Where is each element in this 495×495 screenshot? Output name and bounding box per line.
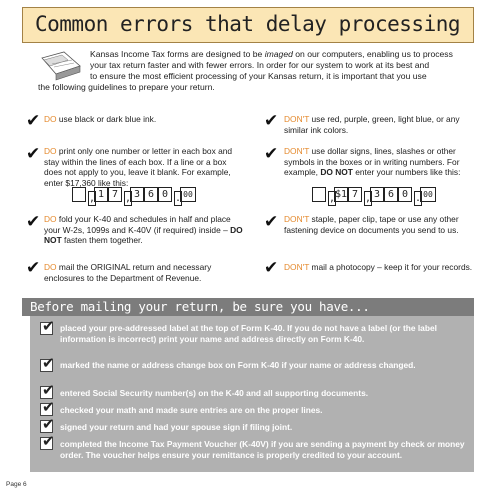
checkmark-icon: ✔	[264, 258, 279, 278]
checkmark-icon: ✔	[264, 111, 279, 131]
checklist-item: placed your pre-addressed label at the top of Form K-40. If you do not have a label (or the label information is incorrect) print your name and address directly on Form K-40.	[60, 323, 437, 344]
do-item-ink: DO use black or dark blue ink.	[44, 114, 157, 124]
checklist-item: checked your math and made sure entries are on the proper lines.	[60, 405, 323, 415]
checkbox-icon: ✔	[42, 398, 55, 416]
checkbox-icon: ✔	[42, 381, 55, 399]
dont-item-ink: DON'T use red, purple, green, light blue, or any similar ink colors.	[284, 114, 460, 135]
checkmark-icon: ✔	[26, 258, 41, 278]
checkbox-icon: ✔	[42, 415, 55, 433]
checkbox-icon: ✔	[42, 317, 55, 335]
page-number: Page 6	[6, 481, 27, 488]
checkbox-icon: ✔	[42, 354, 55, 372]
checkmark-icon: ✔	[26, 144, 41, 164]
checklist-item: signed your return and had your spouse sign if filing joint.	[60, 422, 293, 432]
do-item-fold: DO fold your K-40 and schedules in half and place your W-2s, 1099s and K-40V (if required) inside – DO NOT fasten them together.	[44, 214, 243, 246]
checklist-item: marked the name or address change box on Form K-40 if your name or address changed.	[60, 360, 416, 370]
dont-item-staple: DON'T staple, paper clip, tape or use any other fastening device on documents you send to us.	[284, 214, 459, 235]
checkbox-icon: ✔	[42, 432, 55, 450]
checklist-item: entered Social Security number(s) on the K-40 and all supporting documents.	[60, 388, 369, 398]
do-item-mail: DO mail the ORIGINAL return and necessary enclosures to the Department of Revenue.	[44, 262, 212, 283]
checklist-header: Before mailing your return, be sure you have...	[22, 298, 474, 316]
checklist-item: completed the Income Tax Payment Voucher (K-40V) if you are sending a payment by check or money order. The voucher helps ensure your remittance is properly credited to your account.	[60, 439, 465, 460]
checkmark-icon: ✔	[26, 212, 41, 232]
checkmark-icon: ✔	[264, 212, 279, 232]
dont-item-symbols: DON'T use dollar signs, lines, slashes or other symbols in the boxes or in writing numbers. For example, DO NOT enter your numbers like this:	[284, 146, 461, 178]
dont-item-photocopy: DON'T mail a photocopy – keep it for your records.	[284, 262, 473, 272]
intro-paragraph: Kansas Income Tax forms are designed to be imaged on our computers, enabling us to process your tax return faster and with fewer errors. In order for our system to work at its best and to ensure the most efficient processing of your Kansas return, it is important that you use the following guidelines to prepare your return.	[38, 49, 453, 92]
example-incorrect-entry: , $1 7 , 3 6 0 . 00	[312, 187, 482, 202]
checkmark-icon: ✔	[26, 111, 41, 131]
do-item-boxes: DO print only one number or letter in each box and stay within the lines of each box. If a line or a box does not apply to you, leave it blank. For example, enter $17,360 like this:	[44, 146, 233, 188]
checkmark-icon: ✔	[264, 144, 279, 164]
example-correct-entry: , 1 7 , 3 6 0 . 00	[72, 187, 242, 202]
title-banner	[22, 7, 474, 43]
page-title: Common errors that delay processing	[35, 12, 461, 36]
